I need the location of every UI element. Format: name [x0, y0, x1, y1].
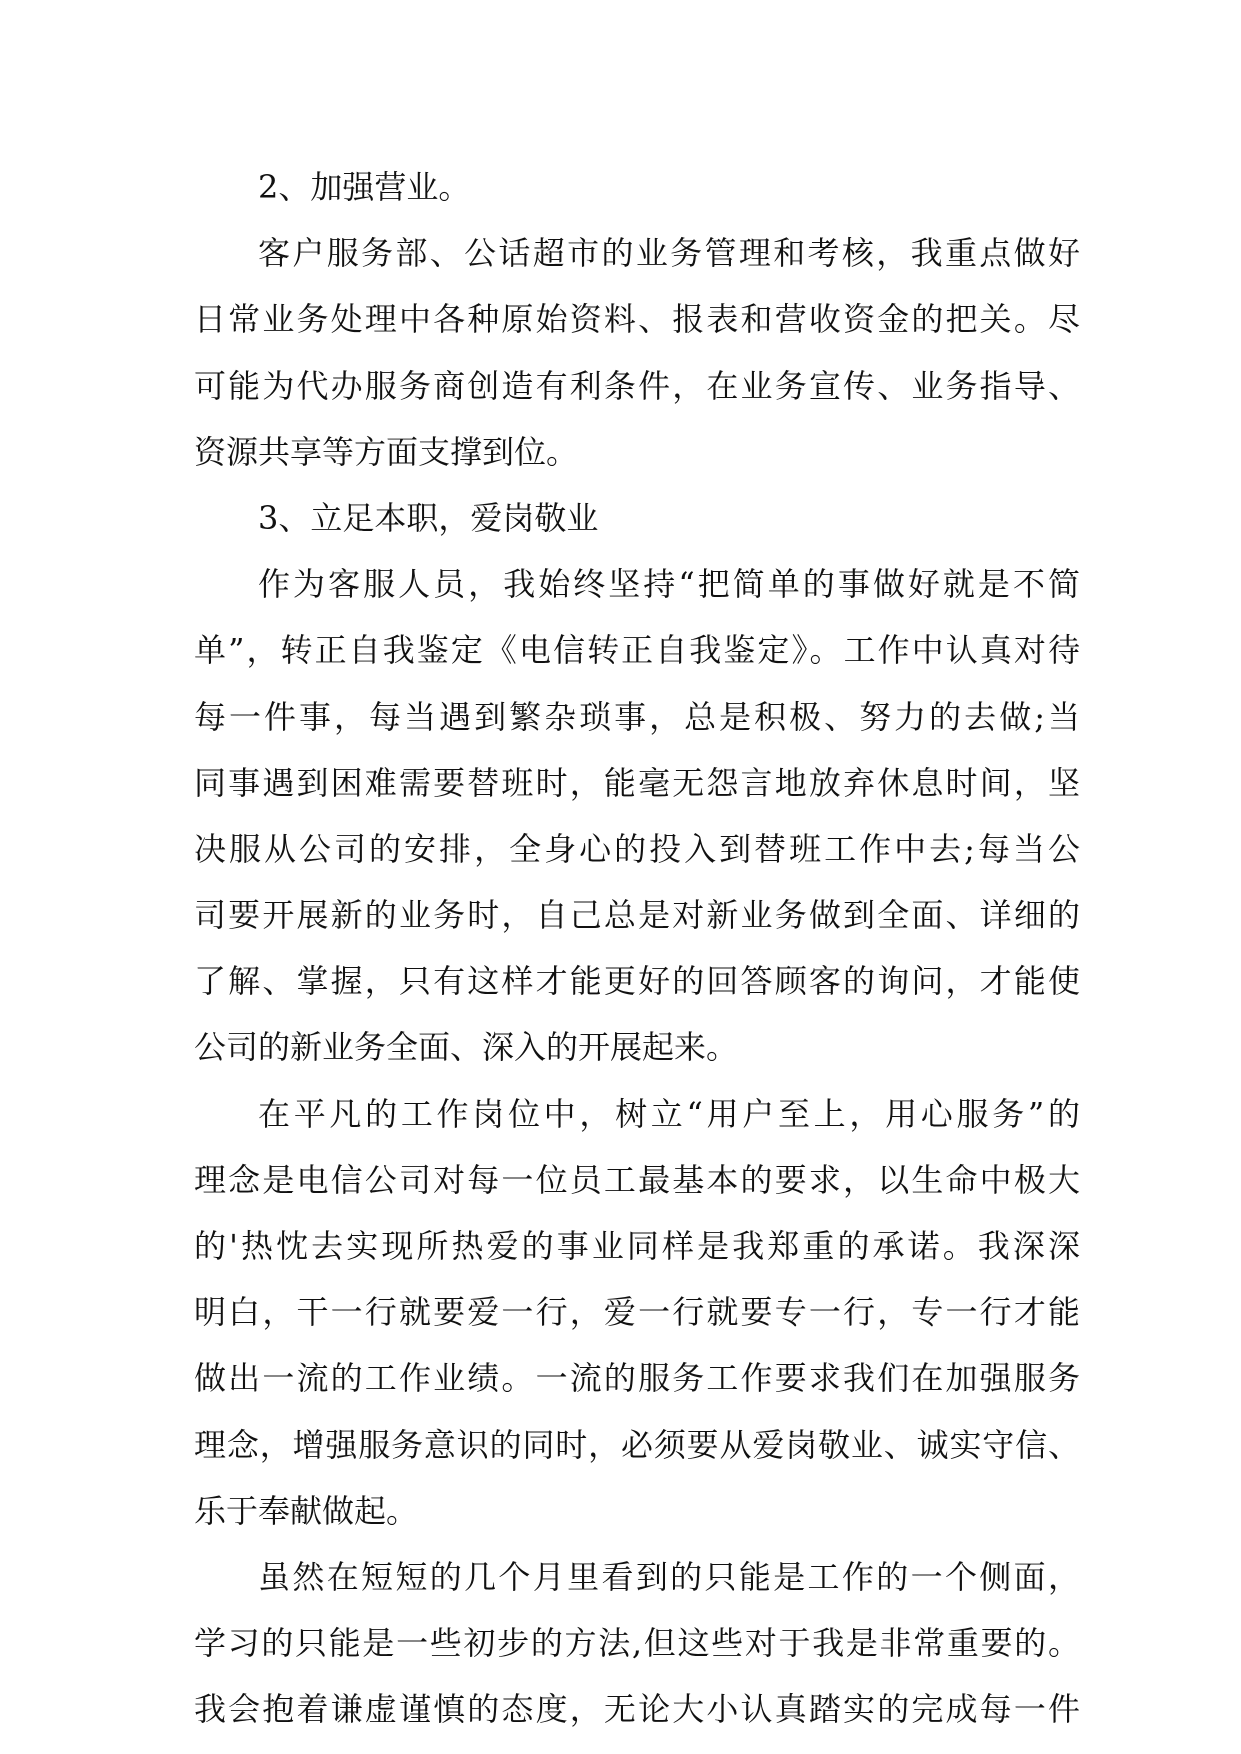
text-line: 司要开展新的业务时，自己总是对新业务做到全面、详细的 — [194, 896, 1080, 935]
text-line: 虽然在短短的几个月里看到的只能是工作的一个侧面， — [258, 1557, 1080, 1596]
text-line: 我会抱着谦虚谨慎的态度，无论大小认真踏实的完成每一件 — [194, 1690, 1080, 1729]
text-line: 在平凡的工作岗位中，树立“用户至上，用心服务”的 — [258, 1094, 1080, 1133]
text-line: 2、加强营业。 — [258, 168, 471, 206]
text-line: 3、立足本职，爱岗敬业 — [258, 498, 599, 537]
text-line: 了解、掌握，只有这样才能更好的回答顾客的询问，才能使 — [194, 962, 1080, 1001]
text-line: 客户服务部、公话超市的业务管理和考核，我重点做好 — [258, 234, 1080, 273]
text-line: 理念，增强服务意识的同时，必须要从爱岗敬业、诚实守信、 — [194, 1425, 1080, 1464]
text-line: 每一件事，每当遇到繁杂琐事，总是积极、努力的去做;当 — [194, 697, 1080, 736]
text-line: 作为客服人员，我始终坚持“把简单的事做好就是不简 — [258, 565, 1080, 604]
text-line: 做出一流的工作业绩。一流的服务工作要求我们在加强服务 — [194, 1359, 1080, 1398]
text-line: 乐于奉献做起。 — [194, 1491, 419, 1530]
text-line: 单”，转正自我鉴定《电信转正自我鉴定》。工作中认真对待 — [194, 631, 1080, 670]
text-line: 明白，干一行就要爱一行，爱一行就要专一行，专一行才能 — [194, 1293, 1080, 1332]
text-line: 日常业务处理中各种原始资料、报表和营收资金的把关。尽 — [194, 300, 1080, 339]
document-body — [194, 154, 1080, 1743]
text-line: 可能为代办服务商创造有利条件，在业务宣传、业务指导、 — [194, 366, 1080, 405]
text-line: 理念是电信公司对每一位员工最基本的要求，以生命中极大 — [194, 1160, 1080, 1199]
text-line: 同事遇到困难需要替班时，能毫无怨言地放弃休息时间，坚 — [194, 763, 1080, 802]
text-line: 学习的只能是一些初步的方法,但这些对于我是非常重要的。 — [194, 1624, 1080, 1663]
text-line: 资源共享等方面支撑到位。 — [194, 432, 579, 471]
text-line: 决服从公司的安排，全身心的投入到替班工作中去;每当公 — [194, 829, 1080, 868]
text-line: 的'热忱去实现所热爱的事业同样是我郑重的承诺。我深深 — [194, 1227, 1080, 1265]
text-line: 公司的新业务全面、深入的开展起来。 — [194, 1028, 739, 1067]
